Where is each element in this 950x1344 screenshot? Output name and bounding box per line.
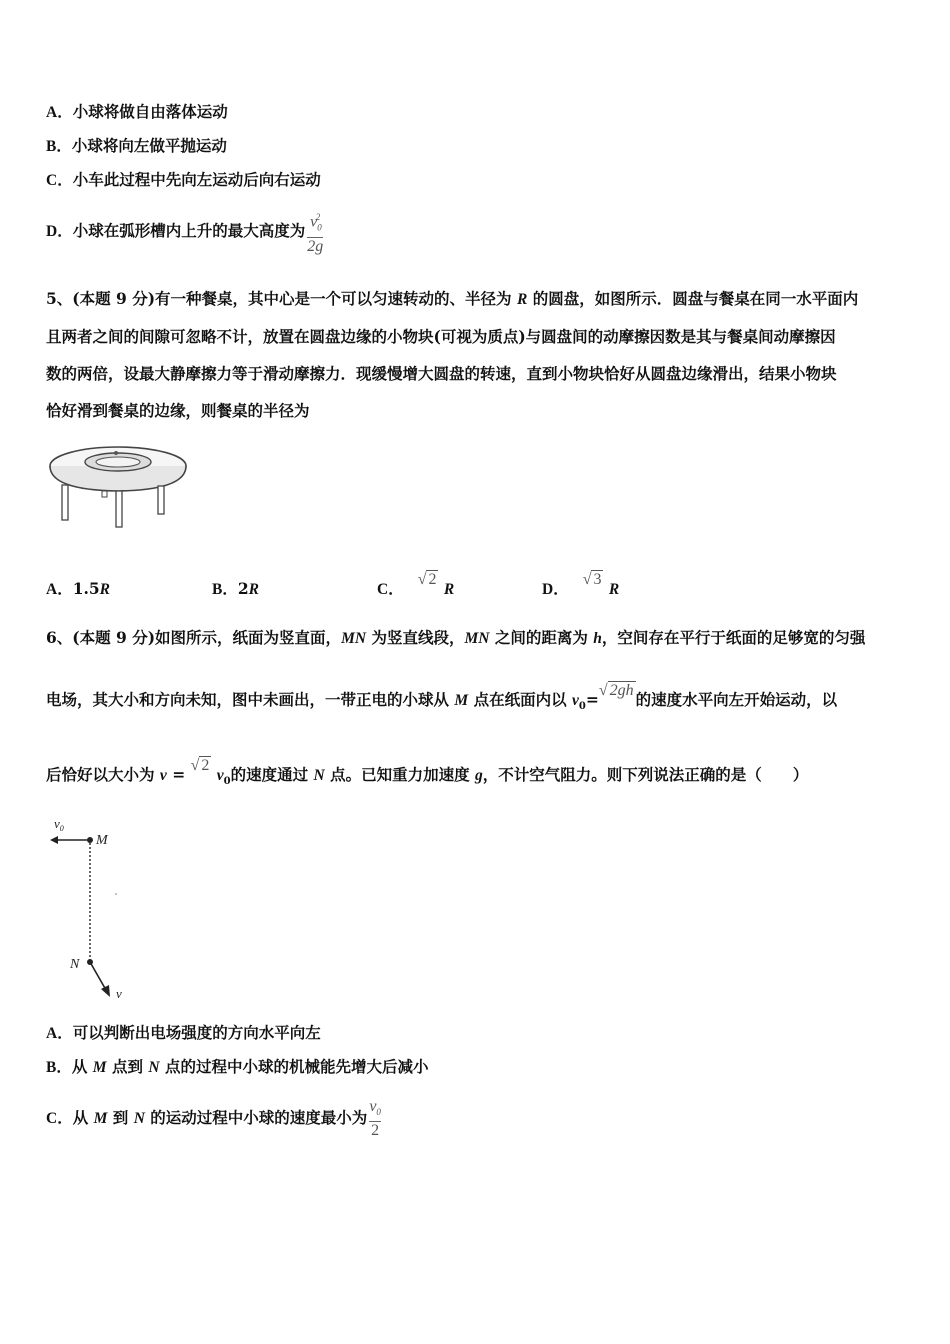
option-label: C． <box>46 172 73 189</box>
q6-line-1: 6、(本题 9 分)如图所示，纸面为竖直面，MN 为竖直线段，MN 之间的距离为 h，空间存在平行于纸面的足够宽的匀强 <box>46 628 866 647</box>
option-text: 小球将向左做平抛运动 <box>71 136 227 155</box>
dining-table-figure <box>46 438 191 533</box>
q6-line-3: 后恰好以大小为 v = √ 2 $v_0$的速度通过 N 点。已知重力加速度 g，不计空气阻力。则下列说法正确的是（ ） <box>46 757 809 788</box>
v0-arrow-icon <box>50 836 58 844</box>
q5-option-d <box>542 571 620 601</box>
q4-option-c <box>46 169 321 192</box>
mn-motion-figure <box>46 812 136 1004</box>
q5-line-2: 且两者之间的间隙可忽略不计，放置在圆盘边缘的小物块(可视为质点)与圆盘间的动摩擦因数是其与餐桌间动摩擦因 <box>46 327 836 346</box>
option-label: C． <box>46 1110 73 1127</box>
q6-option-a <box>46 1022 321 1045</box>
option-var: R <box>443 581 455 598</box>
v-arrow-icon <box>101 985 110 997</box>
sqrt-2gh: √ 2gh <box>598 682 634 699</box>
option-value: 1.5 <box>72 579 100 598</box>
q5-option-a <box>46 578 110 601</box>
option-label: B． <box>46 1059 72 1076</box>
q4-option-d <box>46 207 323 256</box>
option-text: 可以判断出电场强度的方向水平向左 <box>72 1023 321 1042</box>
point-m-label: M <box>96 833 108 848</box>
option-text: 小球在弧形槽内上升的最大高度为 <box>72 221 306 240</box>
option-text: 小球将做自由落体运动 <box>72 102 228 121</box>
q6-option-c: C．从 M 到 N 的运动过程中小球的速度最小为 $\frac{v_0}{2}$ <box>46 1097 381 1140</box>
q6-line-2: 电场，其大小和方向未知，图中未画出，一带正电的小球从 M 点在纸面内以 $v_0=√$ 2gh 的速度水平向左开始运动，以 <box>46 682 838 713</box>
option-label: A． <box>46 581 73 598</box>
option-label: D． <box>542 581 569 598</box>
question-5-text <box>46 280 908 429</box>
option-label: A． <box>46 104 73 121</box>
q6-option-b: B．从 M 点到 N 点的过程中小球的机械能先增大后减小 <box>46 1057 429 1076</box>
q5-option-c <box>377 571 455 601</box>
option-label: B． <box>46 138 72 155</box>
min-speed-fraction: $\frac{v_0}{2}$ <box>369 1097 381 1140</box>
option-label: C． <box>377 581 404 598</box>
option-label: D． <box>46 223 73 240</box>
sqrt-2: √ 2 <box>417 571 437 588</box>
q4-option-a <box>46 101 228 124</box>
sqrt-2: √ 2 <box>190 757 210 774</box>
point-n-label: N <box>70 957 80 972</box>
option-var: R <box>248 581 259 598</box>
option-label: A． <box>46 1025 73 1042</box>
q5-line-1: 5、(本题 9 分)有一种餐桌，其中心是一个可以匀速转动的、半径为 R 的圆盘，如图所示．圆盘与餐桌在同一水平面内 <box>46 289 859 308</box>
option-label: B． <box>212 581 238 598</box>
option-text: 小车此过程中先向左运动后向右运动 <box>72 170 321 189</box>
option-var: R <box>608 581 620 598</box>
option-value: 2 <box>237 579 249 598</box>
q5-line-4: 恰好滑到餐桌的边缘，则餐桌的半径为 <box>46 401 310 420</box>
q5-line-3: 数的两倍，设最大静摩擦力等于滑动摩擦力．现缓慢增大圆盘的转速，直到小物块恰好从圆盘边缘滑出，结果小物块 <box>46 364 837 383</box>
q5-option-b <box>212 578 259 601</box>
option-var: R <box>99 581 111 598</box>
max-height-fraction: $\frac{v_0^2}{2g}$ <box>307 212 324 255</box>
v0-label: $v_0$ <box>54 816 64 833</box>
q4-option-b <box>46 135 227 158</box>
sqrt-3: √ 3 <box>582 571 602 588</box>
v-label: v <box>116 986 122 1001</box>
